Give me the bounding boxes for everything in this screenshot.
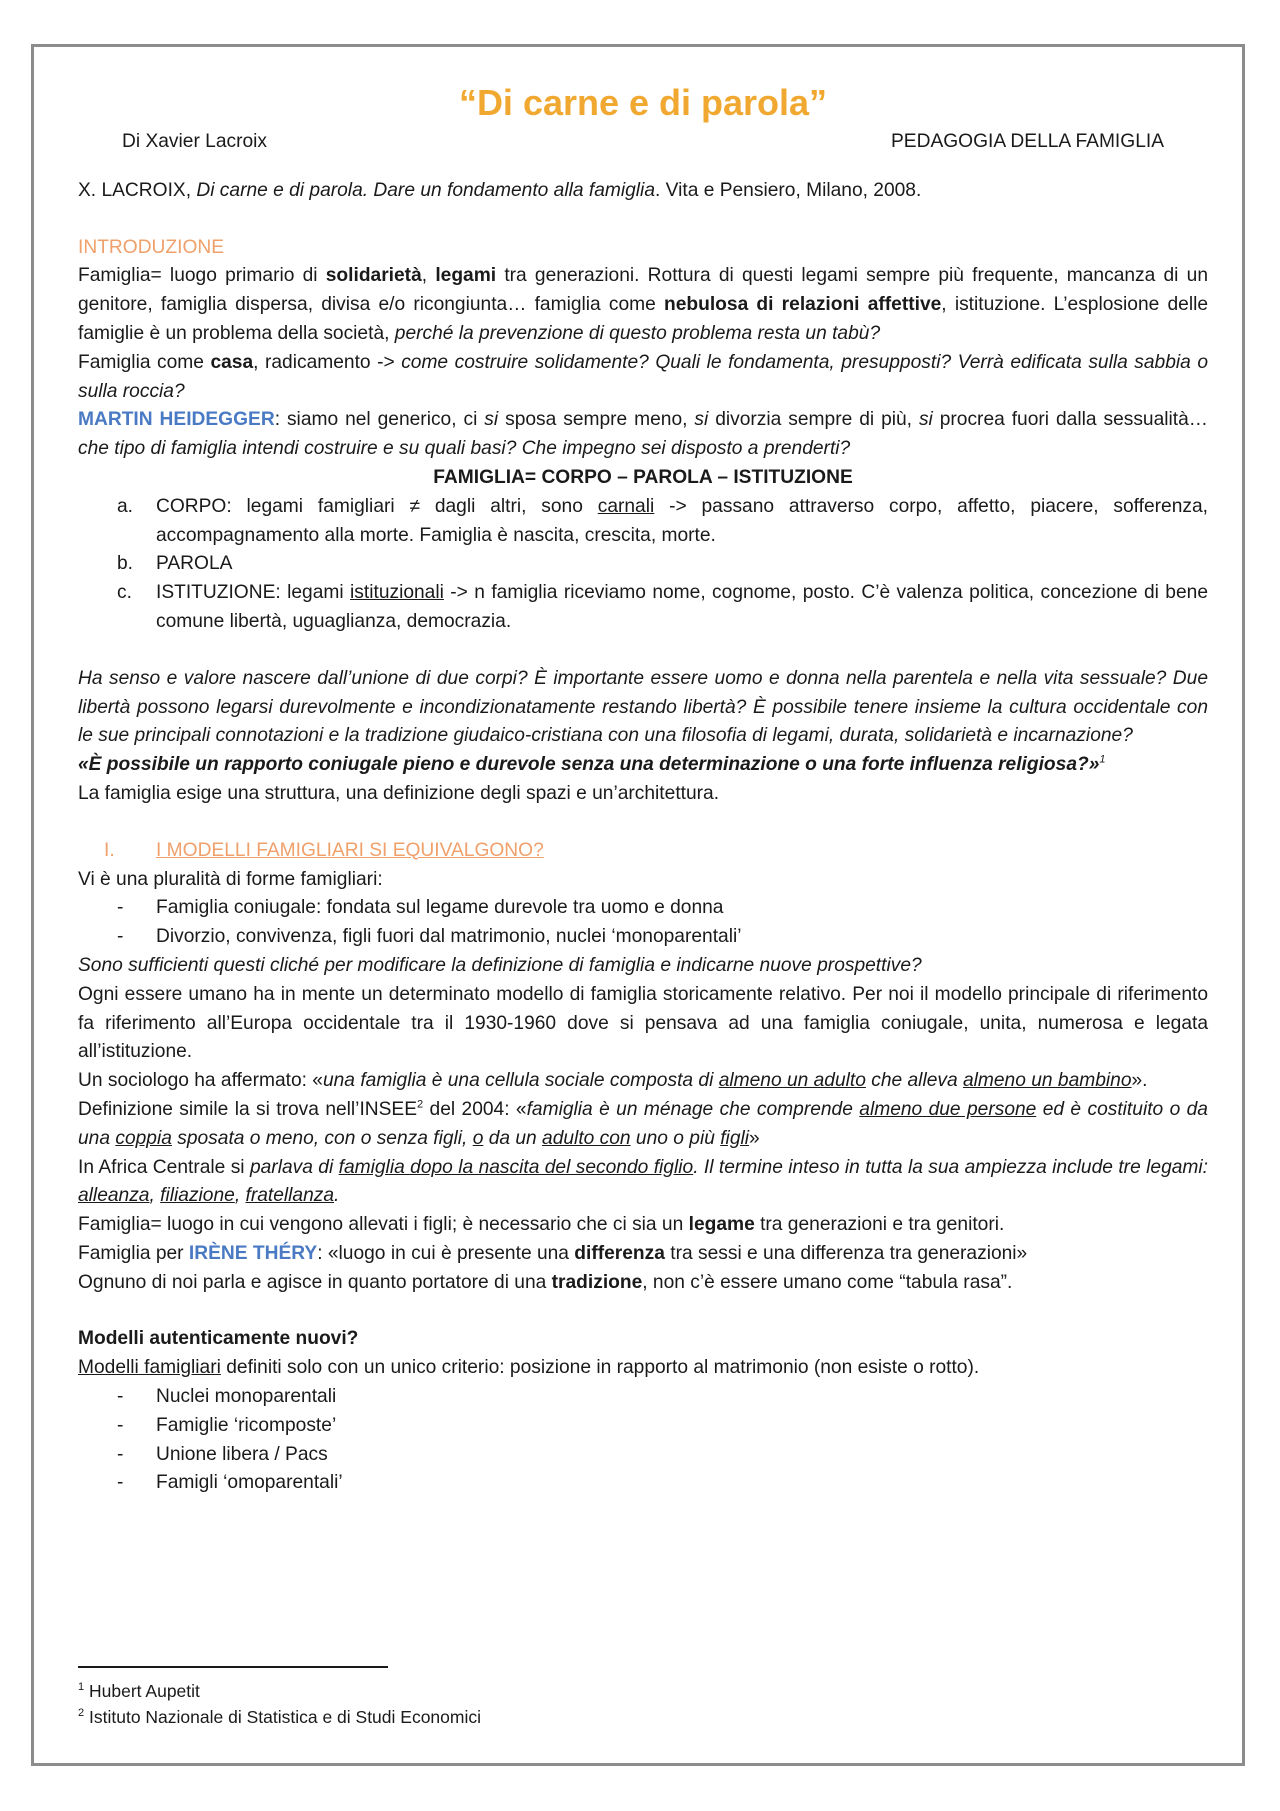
text: del 2004: « <box>423 1098 527 1120</box>
text: Famiglia= luogo primario di <box>78 265 326 287</box>
list-item <box>78 1412 1208 1441</box>
spacer <box>78 637 1208 665</box>
text: PAROLA <box>156 553 233 575</box>
insee-definition <box>78 1096 1208 1154</box>
citation-publisher: . Vita e Pensiero, Milano, 2008. <box>655 179 922 201</box>
intro-questions <box>78 665 1208 751</box>
italic-text: uno o più <box>630 1127 721 1149</box>
text: -> n famiglia riceviamo nome, cognome, posto. C’è valenza politica, concezione di bene comune libertà, uguaglianza, democrazia. <box>156 582 1208 632</box>
bold-text: differenza <box>574 1242 665 1264</box>
text: -> passano attraverso corpo, affetto, piacere, sofferenza, accompagnamento alla morte. Famiglia è nascita, crescita, morte. <box>156 495 1208 546</box>
list-marker: - <box>117 926 124 948</box>
new-models-paragraph <box>78 1354 1208 1383</box>
underlined-text: figli <box>720 1127 750 1149</box>
underlined-text: alleanza <box>78 1185 150 1207</box>
list-item <box>78 894 1208 923</box>
list-marker: - <box>117 1414 124 1436</box>
italic-text: ed è costituito o da una <box>78 1098 1208 1149</box>
new-models-heading <box>78 1325 1208 1354</box>
underlined-text: Modelli famigliari <box>78 1357 221 1379</box>
spacer <box>78 1297 1208 1325</box>
bold-text: solidarietà <box>325 265 422 287</box>
bold-text: legame <box>688 1214 755 1236</box>
italic-text: famiglia è un ménage che comprende <box>526 1098 860 1120</box>
bold-text: casa <box>210 351 254 373</box>
text: Famiglia come <box>78 351 211 373</box>
underlined-text: coppia <box>115 1127 172 1149</box>
italic-text: Sono sufficienti questi cliché per modificare la definizione di famiglia e indicarne nuove prospettive? <box>78 954 922 976</box>
text: Divorzio, convivenza, figli fuori dal matrimonio, nuclei ‘monoparentali’ <box>156 926 742 948</box>
text: Famiglia per <box>78 1242 189 1264</box>
footnote-item <box>78 1704 778 1730</box>
list-item <box>78 1383 1208 1412</box>
key-quote <box>78 751 1208 780</box>
underlined-text: carnali <box>597 495 655 517</box>
underlined-text: istituzionali <box>350 582 444 604</box>
text: , non c’è essere umano come “tabula rasa”. <box>642 1271 1013 1293</box>
luogo-definition <box>78 1211 1208 1240</box>
footnote-text: Istituto Nazionale di Statistica e di Studi Economici <box>89 1707 481 1727</box>
section-1-heading <box>78 837 1208 866</box>
italic-text: che tipo di famiglia intendi costruire e su quali basi? Che impegno sei disposto a prenderti? <box>78 438 851 460</box>
text: definiti solo con un unico criterio: posizione in rapporto al matrimonio (non esiste o rotto). <box>220 1357 980 1379</box>
text: Definizione simile la si trova nell’INSEE <box>78 1098 418 1120</box>
footnote-divider <box>78 1666 388 1668</box>
underlined-text: famiglia dopo la nascita del secondo figlio <box>338 1156 694 1178</box>
spacer <box>78 206 1208 234</box>
list-marker: - <box>117 1386 124 1408</box>
list-item <box>78 1441 1208 1470</box>
underlined-text: o <box>472 1127 484 1149</box>
intro-paragraph-1 <box>78 262 1208 348</box>
italic-text: parlava di <box>249 1156 339 1178</box>
text: , radicamento -> <box>253 351 402 373</box>
thery-definition <box>78 1240 1208 1269</box>
underlined-text: almeno due persone <box>859 1098 1037 1120</box>
text: , <box>421 265 436 287</box>
italic-text: da un <box>483 1127 543 1149</box>
text: Famiglie ‘ricomposte’ <box>156 1414 337 1436</box>
list-marker: - <box>117 1472 124 1494</box>
citation-title: Di carne e di parola. Dare un fondamento alla famiglia <box>196 179 655 201</box>
text: » <box>749 1127 760 1149</box>
africa-definition <box>78 1154 1208 1212</box>
footnote-number: 2 <box>78 1707 85 1720</box>
bold-heading: Modelli autenticamente nuovi? <box>78 1328 359 1350</box>
list-marker: - <box>117 897 124 919</box>
footnote-text: Hubert Aupetit <box>89 1681 200 1701</box>
list-marker: b. <box>117 553 134 575</box>
subheader <box>78 128 1208 157</box>
italic-text: , <box>149 1185 161 1207</box>
text: In Africa Centrale si <box>78 1156 250 1178</box>
course-name: PEDAGOGIA DELLA FAMIGLIA <box>891 131 1164 152</box>
text: Famigli ‘omoparentali’ <box>156 1472 343 1494</box>
underlined-text: adulto con <box>542 1127 631 1149</box>
family-forms-list <box>78 894 1208 952</box>
bold-italic-quote: «È possibile un rapporto coniugale pieno e durevole senza una determinazione o una forte influenza religiosa?» <box>78 754 1100 776</box>
list-marker: - <box>117 1443 124 1465</box>
italic-text: sposata o meno, con o senza figli, <box>171 1127 473 1149</box>
author-name-highlight: MARTIN HEIDEGGER <box>78 409 275 431</box>
italic-text: come costruire solidamente? Quali le fondamenta, presupposti? Verrà edificata sulla sabbia o sulla roccia? <box>78 351 1209 402</box>
author-line: Di Xavier Lacroix <box>122 131 268 152</box>
text: : siamo nel generico, ci <box>274 409 485 431</box>
italic-text: si <box>484 409 499 431</box>
bold-text: nebulosa di relazioni affettive <box>664 294 942 316</box>
italic-text: , <box>234 1185 246 1207</box>
document-body <box>78 82 1208 1498</box>
footnote-number: 1 <box>78 1681 85 1694</box>
section-title: I MODELLI FAMIGLIARI SI EQUIVALGONO? <box>156 839 544 861</box>
text: sposa sempre meno, <box>498 409 695 431</box>
footnote-ref: 2 <box>417 1098 424 1111</box>
text: Un sociologo ha affermato: « <box>78 1070 323 1092</box>
text: procrea fuori dalla sessualità… <box>932 409 1208 431</box>
list-item <box>78 923 1208 952</box>
underlined-text: almeno un bambino <box>962 1070 1132 1092</box>
intro-paragraph-heidegger <box>78 406 1208 464</box>
italic-text: Ha senso e valore nascere dall’unione di due corpi? È importante essere uomo e donna nella parentela e nella vita sessuale? Due libertà possono legarsi durevolmente e incondizionatamente restando libertà? È possibile tenere insieme la cultura occidentale con le sue principali connotazioni e la tradizione giudaico-cristiana con una filosofia di legami, durata, solidarietà e incarnazione? <box>78 667 1208 747</box>
tradizione-sentence <box>78 1269 1208 1298</box>
text: tra sessi e una differenza tra generazioni» <box>664 1242 1028 1264</box>
italic-text: si <box>918 409 933 431</box>
underlined-text: filiazione <box>160 1185 235 1207</box>
text: Famiglia coniugale: fondata sul legame durevole tra uomo e donna <box>156 897 724 919</box>
italic-text: che alleva <box>865 1070 963 1092</box>
citation-author: X. LACROIX, <box>78 179 197 201</box>
italic-text: perché la prevenzione di questo problema resta un tabù? <box>394 322 881 344</box>
bold-text: legami <box>435 265 497 287</box>
family-formula: FAMIGLIA= CORPO – PAROLA – ISTITUZIONE <box>433 466 853 488</box>
text: ISTITUZIONE: legami <box>156 582 351 604</box>
intro-heading: INTRODUZIONE <box>78 236 225 258</box>
text: : «luogo in cui è presente una <box>317 1242 575 1264</box>
intro-paragraph-2 <box>78 349 1208 407</box>
text: tra generazioni e tra genitori. <box>754 1214 1005 1236</box>
text: Famiglia= luogo in cui vengono allevati i figli; è necessario che ci sia un <box>78 1214 689 1236</box>
text: Nuclei monoparentali <box>156 1386 337 1408</box>
list-item <box>78 550 1208 579</box>
list-marker: a. <box>117 495 134 517</box>
footnotes <box>78 1666 778 1730</box>
document-title: “Di carne e di parola” <box>458 82 828 123</box>
text: Ognuno di noi parla e agisce in quanto portatore di una <box>78 1271 552 1293</box>
text: Unione libera / Pacs <box>156 1443 328 1465</box>
text: tra generazioni. Rottura di questi legami sempre più frequente, mancanza di un genitore, famiglia dispersa, divisa e/o ricongiunta… famiglia come <box>78 265 1209 316</box>
footnote-ref: 1 <box>1099 753 1106 766</box>
italic-text: . <box>334 1185 340 1207</box>
text: ». <box>1131 1070 1148 1092</box>
italic-text: una famiglia è una cellula sociale composta di <box>322 1070 719 1092</box>
list-marker: c. <box>117 582 132 604</box>
text: CORPO: legami famigliari ≠ dagli altri, sono <box>156 495 598 517</box>
italic-text: . Il termine inteso in tutta la sua ampiezza include tre legami: <box>693 1156 1208 1178</box>
structure-sentence: La famiglia esige una struttura, una definizione degli spazi e un’architettura. <box>78 782 720 804</box>
new-models-list <box>78 1383 1208 1498</box>
underlined-text: almeno un adulto <box>718 1070 866 1092</box>
section-1-question <box>78 952 1208 981</box>
bold-text: tradizione <box>551 1271 643 1293</box>
section-1-model-paragraph: Ogni essere umano ha in mente un determinato modello di famiglia storicamente relativo. Per noi il modello principale di riferimento fa riferimento all’Europa occidentale tra il 1930-1960 dove si pensava ad una famiglia coniugale, unita, numerosa e legata all’istituzione. <box>78 983 1208 1063</box>
section-number: I. <box>104 839 115 861</box>
author-name-highlight: IRÈNE THÉRY <box>188 1242 318 1264</box>
underlined-text: fratellanza <box>245 1185 335 1207</box>
family-components-list <box>78 493 1208 637</box>
list-item <box>78 493 1208 551</box>
text: divorzia sempre di più, <box>708 409 919 431</box>
spacer <box>78 809 1208 837</box>
footnote-item <box>78 1678 778 1704</box>
list-item <box>78 579 1208 637</box>
citation <box>78 177 1208 206</box>
text: , istituzione. L’esplosione delle famiglie è un problema della società, <box>78 294 1209 344</box>
list-item <box>78 1469 1208 1498</box>
sociologist-definition <box>78 1067 1208 1096</box>
section-1-intro: Vi è una pluralità di forme famigliari: <box>78 868 383 890</box>
italic-text: si <box>694 409 709 431</box>
